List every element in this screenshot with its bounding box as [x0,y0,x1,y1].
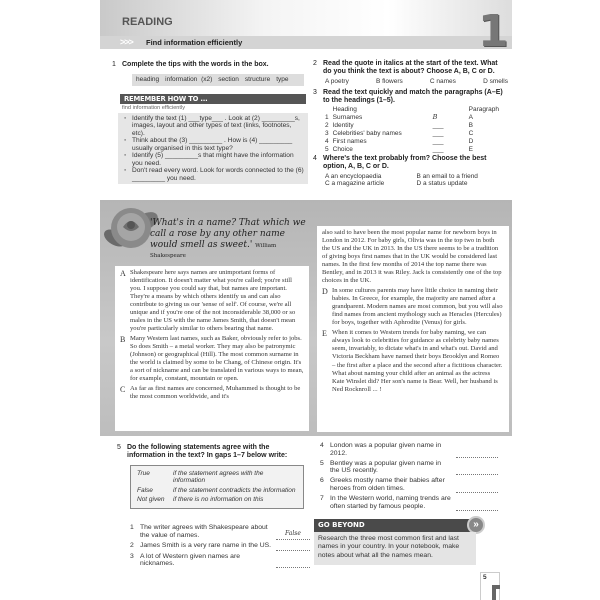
remember-subtitle: find information efficiently [122,105,186,111]
matching-table: Heading Paragraph 1 Surnames B A 2 Identity ___ B 3 Celebrities' baby names ___ C 4 First names ___ D 5 Choice ___ E [325,105,499,153]
word: heading [136,76,160,83]
text-column-right [317,226,509,432]
answer-gap[interactable] [456,484,498,493]
tip: ▪ Identify (5) _________s that might have the information you need. [124,152,304,167]
answer-gap[interactable] [276,542,310,551]
statement: 3 A lot of Western given names are nicknames. [130,553,310,569]
answer-gap[interactable] [456,466,498,475]
statement: 4 London was a popular given name in 2012. [320,442,498,458]
paragraph-e: E When it comes to Western trends for baby naming, we can always look to celebrities for guidance as celebrity baby names seem, invariably, to dictate what's in and what's out. David and Victoria Beckham have named their boys Brooklyn and Romeo – the first after a place and the second after a fictitious character. What about naming your child after an animal as the actress Kate Winslet did? Her son's name is Bear. Well, her husband is Ned Rocknroll ... ! [322,329,503,393]
statement: 5 Bentley was a popular given name in the US recently. [320,460,498,476]
tip: ▪ Don't read every word. Look for words connected to the (6) _________ you need. [124,167,304,182]
question-3: 3 Read the text quickly and match the paragraphs (A–E) to the headings (1–5). [313,88,503,104]
statements-right [320,442,498,513]
lesson-subtitle: Find information efficiently [146,38,243,47]
answer-gap[interactable]: ___ [432,121,444,129]
page-tab-decoration [492,585,500,600]
question-1: 1 Complete the tips with the words in the box. [112,61,269,68]
statement: 2 James Smith is a very rare name in the US. [130,542,310,551]
tip: ▪ Think about the (3) _________ . How is (4) _________ usually organised in this text type? [124,137,304,152]
section-title: READING [122,16,173,28]
remember-tips [118,113,308,184]
word: type [276,76,289,83]
remember-header: REMEMBER HOW TO ... [120,94,306,104]
paragraph-c: C As far as first names are concerned, Muhammed is thought to be the most common worldwide, and it's [120,385,301,401]
go-beyond-arrow-icon: » [467,516,485,534]
question-5: 5 Do the following statements agree with the information in the text? In gaps 1–7 below write: [117,444,288,460]
answer-gap[interactable] [276,559,310,568]
word-box [132,74,304,86]
answer-gap[interactable]: False [276,531,310,540]
statement: 7 In the Western world, naming trends are often started by famous people. [320,495,498,511]
paragraph-b: B Many Western last names, such as Baker, obviously refer to jobs. So does Smith – a metal worker. They may also be patronymic (Johnson) or geographical (Hill). The most common surname in the world is claimed by some to be Chang, of Chinese origin. It's a sort of nickname and can be translated in various ways to mean, for example, constant, mountain or open. [120,335,304,383]
q4-options: A an encyclopaedia B an email to a friend C a magazine article D a status update [325,172,478,188]
statement: 1 The writer agrees with Shakespeare about the value of names. False [130,524,310,540]
right-questions [313,60,508,188]
go-beyond-header: GO BEYOND [314,519,476,532]
paragraph-d: D In some cultures parents may have little choice in naming their babies. In Greece, for example, the majority are named after a grandparent. Modern names are most common, but you will also find names from ancient mythology such as Heracles (Hercules) for boys, together with Aphrodite (Venus) for girls. [322,287,503,327]
text-column-left [115,266,309,431]
word: section [218,76,239,83]
question-4: 4 Where's the text probably from? Choose the best option, A, B, C or D. [313,155,487,171]
question-2: 2 Read the quote in italics at the start of the text. What do you think the text is about? Choose A, B, C or D. [313,60,498,76]
paragraph-c-continued: also said to have been the most popular name for newborn boys in London in 2012. For baby girls, Olivia was in the top two in both the US and the UK in 2013. In the US there seems to be a tradition of giving boys first names that in the UK would be considered last names. In the first few months of 2014 the top name there was Bentley, and in 2013 it was Riley. Jack is consistently one of the top choices in the UK. [322,229,502,285]
answer-gap[interactable]: ___ [432,145,444,153]
word: information (x2) [165,76,213,83]
answer-gap[interactable]: ___ [432,137,444,145]
page-number: 5 [483,574,487,581]
answer-gap[interactable] [456,502,498,511]
statements-left [130,524,310,570]
unit-number: 1 [478,6,509,57]
answer-gap[interactable]: B [432,112,438,121]
answer-gap[interactable]: ___ [432,129,444,137]
answer-gap[interactable] [456,449,498,458]
paragraph-a: A Shakespeare here says names are unimportant forms of identification. It doesn't matter what you're called; you're still you. I suppose you could say that, but names are important. They're a means by which others identify us and can also contribute to giving us our 'sense of self'. Of course, we're all unique and if you're one of the not inconsiderable 38,000 or so males in the US with the name James Smith, that doesn't mean you're particularly similar to others bearing that name. [120,269,296,333]
shakespeare-quote: 'What's in a name? That which we call a rose by any other name would smell as sweet.' William Shakespeare [150,218,306,260]
tip: ▪ Identify the text (1) ___type___ . Look at (2) _________s, images, layout and other types of text (links, footnotes, etc). [124,115,304,137]
word: structure [244,76,271,83]
chevron-icon: >>> [120,37,133,47]
go-beyond-text: Research the three most common first and last names in your country. In your notebook, make notes about what all the names mean. [314,532,476,565]
true-false-key: True if the statement agrees with the information False if the statement contradicts the information Not given if there is no information on this [130,465,304,509]
statement: 6 Greeks mostly name their babies after heroes from olden times. [320,477,498,493]
q2-options: A poetry B flowers C names D smells [325,77,508,85]
